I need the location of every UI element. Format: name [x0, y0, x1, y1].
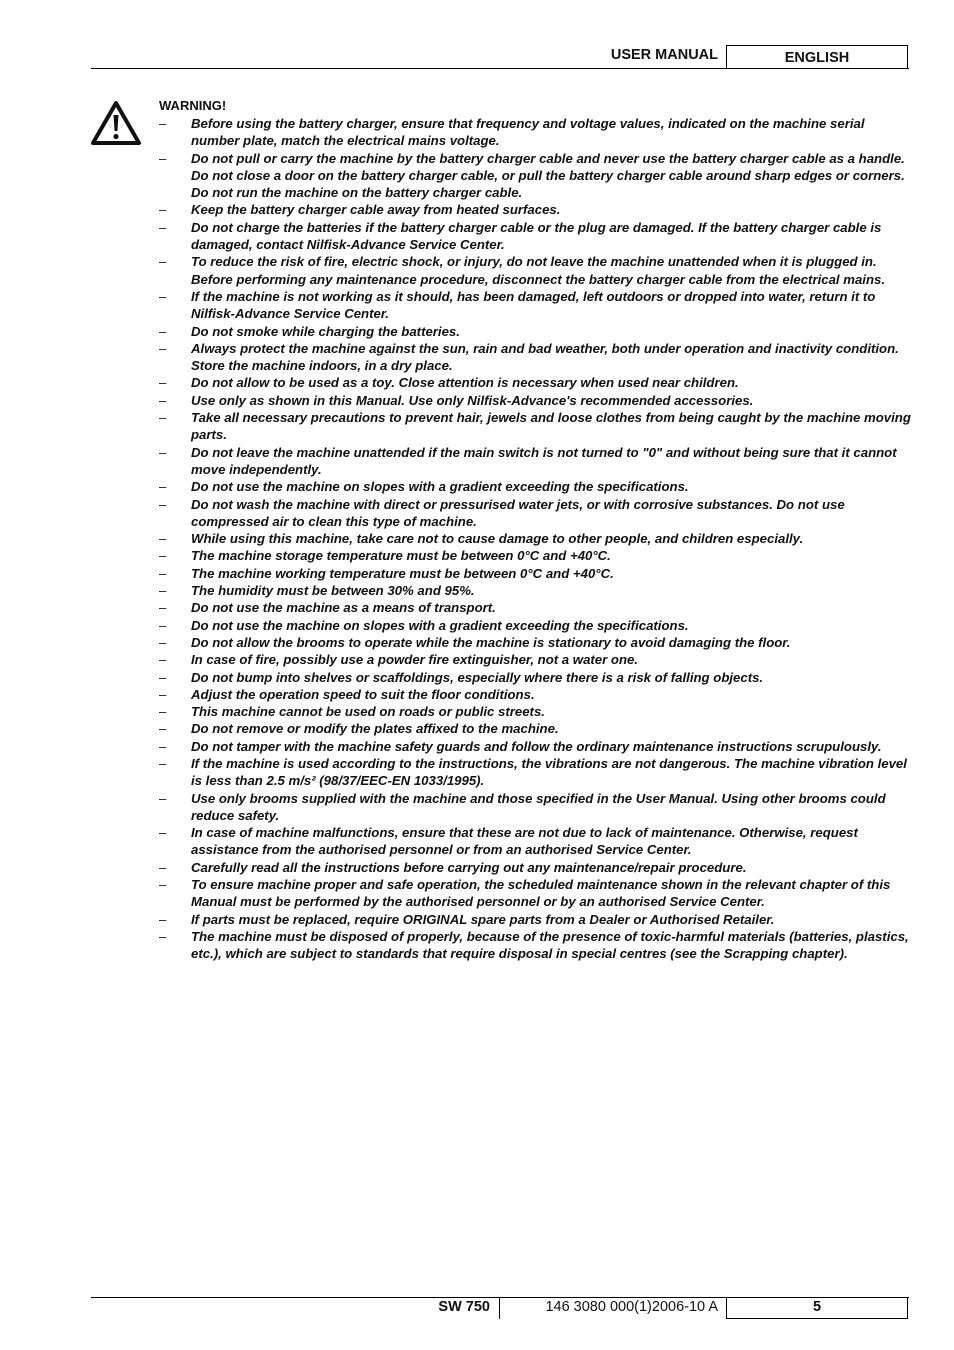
warning-item — [159, 876, 911, 911]
warning-item — [159, 115, 911, 150]
bullet-dash: – — [159, 600, 167, 616]
warning-item-text: If parts must be replaced, require ORIGINAL spare parts from a Dealer or Authorised Retailer. — [191, 911, 775, 927]
warning-item — [159, 634, 911, 651]
warning-item-text: Do not leave the machine unattended if the main switch is not turned to "0" and without being sure that it cannot move independently. — [191, 444, 897, 477]
bullet-dash: – — [159, 410, 167, 426]
bullet-dash: – — [159, 790, 167, 806]
warning-item — [159, 755, 911, 790]
warning-item — [159, 669, 911, 686]
bullet-dash: – — [159, 340, 167, 356]
bullet-dash: – — [159, 911, 167, 927]
warning-item — [159, 582, 911, 599]
warning-item — [159, 790, 911, 825]
warning-item-text: If the machine is not working as it should, has been damaged, left outdoors or dropped into water, return it to Nilfisk-Advance Service Center. — [191, 288, 876, 322]
warning-item-text: In case of machine malfunctions, ensure that these are not due to lack of maintenance. Otherwise, request assistance from the authorised personnel or from an authorised Service Center. — [191, 825, 858, 858]
warning-item-text: Do not wash the machine with direct or pressurised water jets, or with corrosive substances. Do not use compressed air to clean this type of machine. — [191, 496, 845, 529]
warning-item-text: Use only as shown in this Manual. Use only Nilfisk-Advance's recommended accessories. — [191, 392, 754, 408]
bullet-dash: – — [159, 202, 167, 218]
bullet-dash: – — [159, 652, 167, 668]
warning-item — [159, 392, 911, 409]
bullet-dash: – — [159, 825, 167, 841]
warning-item — [159, 703, 911, 720]
warning-item-text: While using this machine, take care not to cause damage to other people, and children especially. — [191, 531, 804, 547]
warning-item — [159, 323, 911, 340]
warning-item — [159, 720, 911, 737]
warning-title: WARNING! — [159, 98, 227, 113]
warning-item-text: This machine cannot be used on roads or public streets. — [191, 704, 545, 720]
warning-item — [159, 150, 911, 202]
warning-item — [159, 565, 911, 582]
warning-item-text: Take all necessary precautions to prevent hair, jewels and loose clothes from being caught by the machine moving parts. — [191, 410, 911, 443]
warning-item-text: Use only brooms supplied with the machine and those specified in the User Manual. Using other brooms could reduce safety. — [191, 790, 886, 823]
warning-item — [159, 219, 911, 254]
bullet-dash: – — [159, 116, 167, 131]
warning-item — [159, 374, 911, 391]
warning-item-text: Carefully read all the instructions before carrying out any maintenance/repair procedure. — [191, 859, 747, 875]
warning-item-text: Do not use the machine on slopes with a gradient exceeding the specifications. — [191, 617, 689, 633]
warning-item — [159, 824, 911, 859]
warning-item — [159, 201, 911, 218]
warning-item-text: Before using the battery charger, ensure that frequency and voltage values, indicated on the machine serial number plate, match the electrical mains voltage. — [191, 116, 865, 149]
bullet-dash: – — [159, 877, 167, 893]
warning-item-text: Do not use the machine on slopes with a gradient exceeding the specifications. — [191, 479, 689, 495]
warning-item-text: Do not pull or carry the machine by the battery charger cable and never use the battery charger cable as a handle. Do not close a door on the battery charger cable, or pull the battery charger cable around sharp edges or corners. Do not run the machine on the battery charger cable. — [191, 150, 905, 201]
bullet-dash: – — [159, 617, 167, 633]
bullet-dash: – — [159, 479, 167, 495]
bullet-dash: – — [159, 928, 167, 944]
warning-item-text: Do not use the machine as a means of transport. — [191, 600, 496, 616]
warning-item — [159, 288, 911, 323]
bullet-dash: – — [159, 721, 167, 737]
warning-item-text: The machine working temperature must be between 0°C and +40°C. — [191, 565, 614, 581]
warning-item — [159, 911, 911, 928]
bullet-dash: – — [159, 565, 167, 581]
warning-item-text: To reduce the risk of fire, electric shock, or injury, do not leave the machine unattended when it is plugged in. Before performing any maintenance procedure, disconnect the battery charger cable from the electrical mains. — [191, 254, 886, 287]
warning-item-text: Do not remove or modify the plates affixed to the machine. — [191, 721, 559, 737]
bullet-dash: – — [159, 323, 167, 339]
warning-item — [159, 686, 911, 703]
warning-item-text: Adjust the operation speed to suit the floor conditions. — [191, 686, 535, 702]
warning-item — [159, 530, 911, 547]
language-label: ENGLISH — [726, 45, 908, 68]
bullet-dash: – — [159, 859, 167, 875]
header-title: USER MANUAL — [610, 47, 718, 63]
bullet-dash: – — [159, 254, 167, 270]
warning-item — [159, 651, 911, 668]
bullet-dash: – — [159, 548, 167, 564]
warning-item — [159, 928, 911, 963]
warning-item-text: The machine storage temperature must be between 0°C and +40°C. — [191, 548, 611, 564]
warning-triangle-icon — [89, 99, 143, 147]
bullet-dash: – — [159, 755, 167, 771]
warning-item — [159, 859, 911, 876]
bullet-dash: – — [159, 686, 167, 702]
warning-item-text: Keep the battery charger cable away from heated surfaces. — [191, 202, 561, 218]
footer-divider — [499, 1298, 500, 1319]
bullet-dash: – — [159, 583, 167, 599]
warning-item-text: The humidity must be between 30% and 95%. — [191, 583, 475, 599]
warning-item — [159, 340, 911, 375]
warning-item-text: Do not smoke while charging the batteries. — [191, 323, 460, 339]
warning-item — [159, 253, 911, 288]
warning-item-text: Do not allow to be used as a toy. Close attention is necessary when used near children. — [191, 375, 739, 391]
warning-item — [159, 409, 911, 444]
bullet-dash: – — [159, 392, 167, 408]
bullet-dash: – — [159, 219, 167, 235]
bullet-dash: – — [159, 531, 167, 547]
bullet-dash: – — [159, 496, 167, 512]
bullet-dash: – — [159, 704, 167, 720]
warning-item — [159, 496, 911, 531]
bullet-dash: – — [159, 669, 167, 685]
header-rule — [91, 68, 909, 69]
footer-model: SW 750 — [438, 1299, 490, 1315]
warning-item-text: Do not bump into shelves or scaffoldings, especially where there is a risk of falling objects. — [191, 669, 764, 685]
warning-list — [159, 115, 911, 963]
bullet-dash: – — [159, 738, 167, 754]
warning-item-text: In case of fire, possibly use a powder fire extinguisher, not a water one. — [191, 652, 639, 668]
bullet-dash: – — [159, 150, 167, 166]
warning-item-text: If the machine is used according to the instructions, the vibrations are not dangerous. The machine vibration level is less than 2.5 m/s² (98/37/EEC-EN 1033/1995). — [191, 755, 907, 789]
warning-item — [159, 617, 911, 634]
warning-item-text: The machine must be disposed of properly, because of the presence of toxic-harmful materials (batteries, plastics, etc.), which are subject to standards that require disposal in special centres (see the Scrapping chapter). — [191, 928, 909, 962]
bullet-dash: – — [159, 375, 167, 391]
warning-item-text: Do not allow the brooms to operate while the machine is stationary to avoid damaging the floor. — [191, 634, 791, 650]
warning-item-text: Always protect the machine against the sun, rain and bad weather, both under operation and inactivity condition. Store the machine indoors, in a dry place. — [191, 340, 899, 374]
bullet-dash: – — [159, 634, 167, 650]
warning-item-text: Do not tamper with the machine safety guards and follow the ordinary maintenance instructions scrupulously. — [191, 738, 882, 754]
warning-item — [159, 444, 911, 479]
bullet-dash: – — [159, 444, 167, 460]
page-number: 5 — [726, 1297, 908, 1319]
warning-item — [159, 547, 911, 564]
bullet-dash: – — [159, 288, 167, 304]
warning-item-text: Do not charge the batteries if the battery charger cable or the plug are damaged. If the battery charger cable is damaged, contact Nilfisk-Advance Service Center. — [191, 219, 882, 253]
warning-item — [159, 478, 911, 495]
warning-item-text: To ensure machine proper and safe operation, the scheduled maintenance shown in the relevant chapter of this Manual must be performed by the authorised personnel or by an authorised Service Center. — [191, 877, 891, 910]
warning-item — [159, 738, 911, 755]
footer-document-code: 146 3080 000(1)2006-10 A — [545, 1299, 718, 1315]
warning-item — [159, 599, 911, 616]
